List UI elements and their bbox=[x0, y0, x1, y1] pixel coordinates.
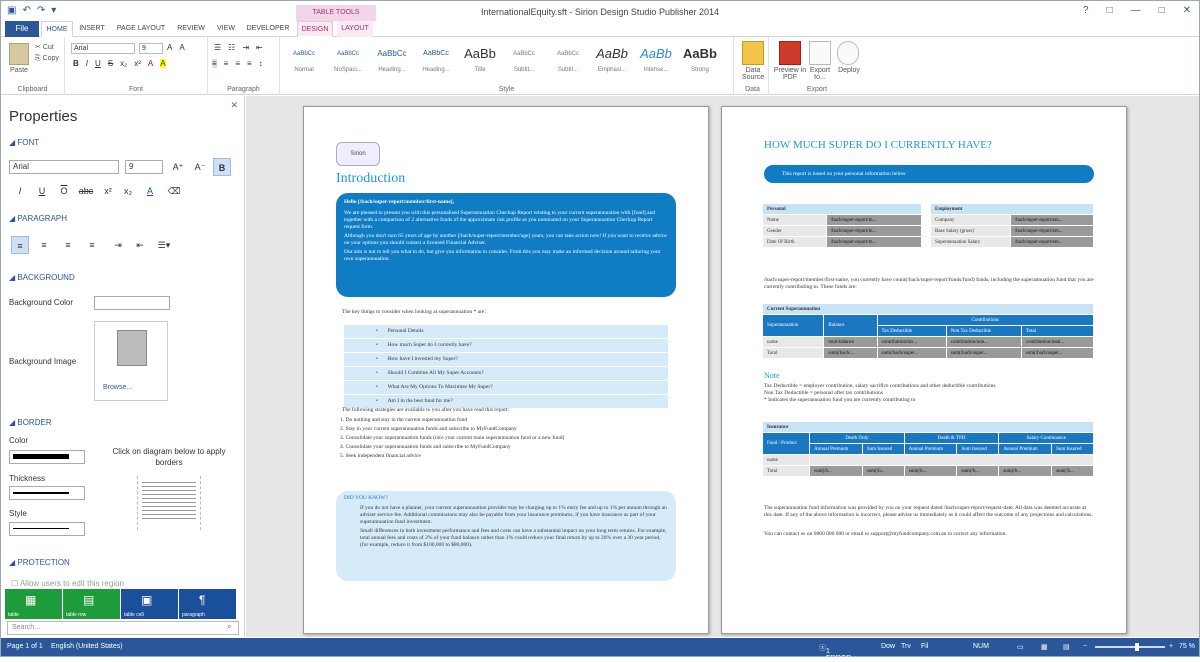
indent-icon[interactable]: ⇥ bbox=[242, 43, 250, 52]
table-icon: ▦ bbox=[25, 593, 37, 607]
table-cell: /bach/super-report/em... bbox=[1010, 237, 1093, 248]
table-cell: sum(/b... bbox=[1052, 466, 1094, 477]
strike-button[interactable]: S bbox=[107, 59, 114, 68]
tab-layout[interactable]: LAYOUT bbox=[337, 21, 373, 37]
style-name: Strong bbox=[691, 67, 709, 73]
tab-file[interactable]: File bbox=[5, 21, 39, 37]
table-header: Balance bbox=[824, 315, 877, 337]
table-header: Sum Insured bbox=[862, 444, 904, 455]
table-cell: Base Salary (gross) bbox=[931, 226, 1011, 237]
data-group bbox=[737, 37, 769, 95]
table-cell: Superannuation Salary bbox=[931, 237, 1011, 248]
table-cell: Name bbox=[763, 215, 827, 226]
super-heading[interactable]: HOW MUCH SUPER DO I CURRENTLY HAVE? bbox=[764, 139, 992, 151]
export-to-button[interactable]: Export to... bbox=[809, 67, 831, 81]
table-cell: Company bbox=[931, 215, 1011, 226]
line-spacing-icon[interactable]: ↕ bbox=[258, 59, 263, 68]
dyk-item-2: Small differences in both investment performance and fees and costs can have a substantial impact on your long term returns. For example, total annual fees and costs of 2% of your fund balance rather than 1% could reduce your final return by up to 20% over a 30 year period, (for example, reduce it from $100,000 to $80,000). bbox=[360, 528, 667, 548]
background-section-label: BACKGROUND bbox=[17, 273, 75, 282]
introduction-heading[interactable]: Introduction bbox=[336, 171, 406, 186]
stencil-bar bbox=[5, 589, 241, 619]
style-sample: AaBb bbox=[683, 46, 717, 61]
save-icon[interactable]: ▣ bbox=[7, 5, 17, 16]
personal-table[interactable] bbox=[762, 203, 922, 248]
style-sample: AaBbCc bbox=[336, 51, 359, 57]
table-cell: /bach/super-report/em... bbox=[1010, 226, 1093, 237]
table-cell: sum(/bach/... bbox=[824, 348, 877, 359]
list-item: • How much Super do I currently have? bbox=[344, 339, 668, 352]
properties-panel bbox=[1, 96, 245, 637]
table-header: Contributions bbox=[877, 315, 1093, 326]
border-section-label: BORDER bbox=[17, 418, 52, 427]
font-label: Font bbox=[128, 86, 143, 93]
align-buttons bbox=[212, 59, 263, 68]
style-swatch bbox=[13, 528, 69, 529]
style-sample: AaBbCc bbox=[512, 51, 535, 57]
export-group bbox=[771, 37, 863, 95]
table-cell: sum(/b... bbox=[957, 466, 999, 477]
tab-view[interactable]: VIEW bbox=[217, 25, 235, 32]
current-super-title: Current Superannuation bbox=[763, 304, 1094, 315]
clipboard-label: Clipboard bbox=[17, 86, 48, 93]
style-name: Heading... bbox=[422, 67, 450, 73]
title-bar bbox=[1, 1, 1199, 21]
intro-para-3: Our aim is not to tell you what to do, but give you information to consider. From this you may make an informed decision around tailoring your own superannuation. bbox=[344, 249, 661, 262]
style-sample: AaBb bbox=[640, 46, 672, 61]
font-section-label: FONT bbox=[17, 138, 40, 147]
style-subtle[interactable] bbox=[548, 41, 588, 81]
stencil-table-row[interactable] bbox=[63, 589, 121, 619]
table-header: Death Only bbox=[810, 433, 905, 444]
grow-font-icon[interactable]: A bbox=[167, 43, 173, 52]
strategy-item: 3. Consolidate your superannuation funds (into your current main superannuation fund or a new fund) bbox=[340, 435, 565, 441]
stencil-table-cell[interactable] bbox=[121, 589, 179, 619]
style-label: Style bbox=[498, 86, 515, 93]
background-color-label: Background Color bbox=[9, 298, 74, 307]
background-color-select[interactable] bbox=[94, 296, 170, 310]
style-sample: AaBb bbox=[464, 46, 496, 61]
underline-button[interactable]: U bbox=[95, 59, 101, 68]
font-size-select[interactable]: 9 bbox=[125, 160, 163, 174]
preview-pdf-button[interactable]: Preview in PDF bbox=[773, 67, 807, 81]
table-cell: sum(/bach/super... bbox=[877, 348, 946, 359]
justify-icon[interactable]: ≡ bbox=[247, 59, 252, 68]
clipboard-group bbox=[1, 37, 65, 95]
outdent-icon[interactable]: ⇤ bbox=[256, 43, 263, 52]
customize-icon[interactable]: ▾ bbox=[51, 5, 57, 16]
style-name: Intense... bbox=[643, 67, 669, 73]
insurance-title: Insurance bbox=[763, 422, 1094, 433]
intro-blue-box[interactable] bbox=[336, 193, 676, 297]
style-emphasis[interactable] bbox=[592, 41, 632, 81]
style-nospacing[interactable] bbox=[328, 41, 368, 81]
stencil-label: table bbox=[8, 612, 19, 618]
paragraph-section-label: PARAGRAPH bbox=[17, 214, 68, 223]
table-cell: sum(/b... bbox=[999, 466, 1052, 477]
dow-indicator: Dow bbox=[881, 643, 896, 650]
list-item-text: What Are My Options To Maximise My Super? bbox=[387, 384, 493, 390]
style-sample: AaBbCc bbox=[377, 49, 407, 58]
table-header: Annual Premium bbox=[904, 444, 957, 455]
error-count: 1 ERROR bbox=[826, 648, 852, 662]
note-line: * Indicates the superannuation fund you are currently contributing to bbox=[764, 397, 916, 403]
table-cell: sum(/b... bbox=[904, 466, 957, 477]
table-cell: sum(/bach/super... bbox=[946, 348, 1021, 359]
italic-button[interactable]: I bbox=[85, 59, 89, 68]
personal-title: Personal bbox=[763, 204, 922, 215]
list-item: • Should I Combine All My Super Accounts? bbox=[344, 367, 668, 380]
italic-toggle[interactable]: I bbox=[18, 186, 22, 196]
key-things-text[interactable]: The key things to consider when looking at superannuation * are: bbox=[342, 309, 486, 315]
align-right-icon[interactable]: ≡ bbox=[235, 59, 241, 68]
table-cell: contribution/non... bbox=[946, 337, 1021, 348]
maximize-icon[interactable]: □ bbox=[1158, 5, 1165, 16]
print-layout-icon[interactable]: ▭ bbox=[1017, 644, 1024, 651]
font-color-picker[interactable]: A bbox=[146, 186, 153, 196]
list-item-text: How much Super do I currently have? bbox=[387, 342, 472, 348]
thickness-swatch bbox=[13, 492, 69, 494]
thickness-label: Thickness bbox=[9, 474, 46, 483]
table-tools-header: TABLE TOOLS bbox=[296, 5, 376, 21]
did-you-know-box[interactable] bbox=[336, 491, 676, 581]
list-item: • Personal Details bbox=[344, 325, 668, 338]
font-section-header[interactable]: ◢ FONT bbox=[9, 138, 40, 147]
style-subtitle[interactable] bbox=[504, 41, 544, 81]
style-sample: AaBbCc bbox=[292, 51, 315, 57]
shrink-font-icon[interactable]: A bbox=[179, 43, 185, 52]
footer-paragraph-1[interactable]: The superannuation fund information was provided by you on your request dated /bach/super-report/request-date. All data was deemed accurate at this date. If any of the above information is incorrect, please advise us immediately as it could affect the outcome of any projections and calculations. bbox=[764, 505, 1093, 518]
logo-text: Sirion bbox=[350, 151, 366, 157]
page-super-summary[interactable] bbox=[721, 106, 1127, 634]
language-indicator[interactable]: English (United States) bbox=[51, 643, 123, 650]
list-item: • Am I in the best fund for me? bbox=[344, 395, 668, 408]
note-line: Tax Deductible = employer contribution, salary sacrifice contributions and other deductible contributions bbox=[764, 383, 996, 389]
strategy-item: 1. Do nothing and stay in the current superannuation fund bbox=[340, 417, 468, 423]
style-group bbox=[280, 37, 734, 95]
table-header: Tax Deductible bbox=[877, 326, 946, 337]
status-bar bbox=[1, 638, 1199, 662]
underline-toggle[interactable]: U bbox=[38, 186, 46, 196]
style-heading2[interactable] bbox=[416, 41, 456, 81]
border-color-label: Color bbox=[9, 436, 29, 445]
border-diagram-lines bbox=[142, 482, 196, 522]
para-align-right-icon[interactable]: ≡ bbox=[65, 240, 71, 250]
window-title: InternationalEquity.sft - Sirion Design Studio Publisher 2014 bbox=[481, 7, 719, 17]
style-name: Heading... bbox=[378, 67, 406, 73]
background-image-label: Background Image bbox=[9, 357, 77, 366]
dyk-item-1: If you do not have a planner, your current superannuation provider may be charging up to 1% entry fee and up to 1% per annum through an adviser service fee. Additional commissions may also be payable from your insurance premiums, if you have insurance as part of your superannuation fund investment. bbox=[360, 505, 667, 525]
style-strong[interactable] bbox=[680, 41, 720, 81]
paste-icon[interactable] bbox=[9, 43, 29, 65]
numbering-icon[interactable]: ☷ bbox=[228, 43, 236, 52]
list-item: • How have I invested my Super? bbox=[344, 353, 668, 366]
table-cell: sum(/b... bbox=[862, 466, 904, 477]
ribbon-display-icon[interactable]: □ bbox=[1106, 5, 1113, 16]
stencil-label: table row bbox=[66, 612, 87, 618]
color-swatch bbox=[13, 454, 69, 459]
superscript-button[interactable]: x² bbox=[134, 59, 141, 68]
zoom-thumb[interactable] bbox=[1135, 643, 1139, 651]
page-introduction[interactable] bbox=[303, 106, 709, 634]
tab-review[interactable]: REVIEW bbox=[177, 25, 205, 32]
strategies-intro[interactable]: The following strategies are available to you after you have read this report: bbox=[342, 407, 510, 413]
style-intense[interactable] bbox=[636, 41, 676, 81]
table-header: Total bbox=[1021, 326, 1093, 337]
copy-button[interactable]: ⎘ Copy bbox=[35, 55, 59, 62]
para-align-center-icon[interactable]: ≡ bbox=[41, 240, 47, 250]
personal-info-pill[interactable]: This report is based on your personal information below bbox=[764, 165, 1094, 183]
table-cell: Total bbox=[763, 466, 810, 477]
export-icon[interactable] bbox=[809, 41, 831, 65]
intro-para-1: We are pleased to present you with this personalised Superannuation Checkup Report relating to your current superannuation with [fund] and together with a comparison of 2 alternative funds of the approximate risk profile as you nominated on your Superannuation Checkup Report request form. bbox=[344, 210, 655, 230]
help-icon[interactable]: ? bbox=[1082, 5, 1089, 16]
stencil-table[interactable] bbox=[5, 589, 63, 619]
overline-toggle[interactable]: $\overline{O}$ bbox=[60, 186, 68, 196]
para-indent-icon[interactable]: ⇥ bbox=[114, 240, 122, 250]
close-panel-icon[interactable]: ✕ bbox=[230, 100, 238, 110]
style-sample: AaBb bbox=[596, 46, 628, 61]
protection-section-header[interactable]: ◢ PROTECTION bbox=[9, 558, 70, 567]
list-item-text: How have I invested my Super? bbox=[387, 356, 458, 362]
diagram-hint: Click on diagram below to apply borders bbox=[112, 447, 226, 467]
table-cell: sum(/b... bbox=[810, 466, 863, 477]
grow-font-button[interactable]: A⁺ bbox=[172, 162, 184, 172]
shrink-font-button[interactable]: A⁻ bbox=[194, 162, 206, 172]
paragraph-label: Paragraph bbox=[227, 86, 260, 93]
table-header: Salary Continuance bbox=[999, 433, 1094, 444]
para-align-left-icon[interactable]: ≡ bbox=[11, 236, 29, 254]
style-name: NoSpaci... bbox=[334, 67, 362, 73]
deploy-icon[interactable] bbox=[837, 41, 859, 65]
zoom-slider[interactable] bbox=[1095, 646, 1165, 648]
list-item: • What Are My Options To Maximise My Super? bbox=[344, 381, 668, 394]
table-header: Non Tax Deductible bbox=[946, 326, 1021, 337]
undo-icon[interactable]: ↶ bbox=[22, 5, 31, 16]
table-cell-icon: ▣ bbox=[141, 593, 153, 607]
zoom-level[interactable]: 75 % bbox=[1179, 643, 1195, 650]
search-icon[interactable]: ⌕ bbox=[227, 622, 232, 631]
zoom-in-icon[interactable]: + bbox=[1169, 643, 1174, 650]
border-diagram[interactable] bbox=[137, 476, 201, 530]
table-cell: sum(/bach/super... bbox=[1021, 348, 1093, 359]
strategies-list[interactable] bbox=[340, 416, 674, 461]
design-canvas[interactable] bbox=[246, 96, 1199, 637]
table-header: Annual Premium bbox=[999, 444, 1052, 455]
deploy-button[interactable]: Deploy bbox=[838, 67, 860, 74]
properties-title: Properties bbox=[9, 108, 78, 125]
list-item-text: Should I Combine All My Super Accounts? bbox=[387, 370, 484, 376]
style-title[interactable] bbox=[460, 41, 500, 81]
footer-paragraph-2[interactable]: You can contact us on 0800 000 000 or email to support@myfundcompany.com.au to correct any information. bbox=[764, 531, 1007, 537]
pdf-icon[interactable] bbox=[779, 41, 801, 65]
style-name: Subtit... bbox=[557, 67, 579, 73]
style-name: Normal bbox=[294, 67, 314, 73]
ribbon-font-name[interactable]: Arial bbox=[71, 43, 135, 54]
list-item-text: Personal Details bbox=[387, 328, 424, 334]
protection-section-label: PROTECTION bbox=[17, 558, 70, 567]
error-indicator[interactable]: ⓧ 1 ERROR bbox=[819, 645, 852, 662]
table-cell: /bach/super-report/m... bbox=[826, 226, 921, 237]
copy-label: Copy bbox=[42, 55, 59, 62]
ribbon-font-size[interactable]: 9 bbox=[139, 43, 163, 54]
align-left-icon[interactable]: ≡ bbox=[212, 59, 217, 68]
table-header: Sum Insured bbox=[957, 444, 999, 455]
table-cell: /bach/super-report/em... bbox=[1010, 215, 1093, 226]
style-normal[interactable] bbox=[284, 41, 324, 81]
paragraph-icon: ¶ bbox=[199, 593, 206, 607]
stencil-paragraph[interactable] bbox=[179, 589, 237, 619]
contents-list[interactable] bbox=[344, 325, 668, 409]
table-header: Death & TPD bbox=[904, 433, 999, 444]
tab-insert[interactable]: INSERT bbox=[79, 25, 105, 32]
paragraph-section-header[interactable]: ◢ PARAGRAPH bbox=[9, 214, 68, 223]
table-row-icon: ▤ bbox=[83, 593, 95, 607]
protection-checkbox[interactable]: ☐ Allow users to edit this region bbox=[11, 579, 125, 588]
table-cell: contribution/tax... bbox=[877, 337, 946, 348]
page-indicator[interactable]: Page 1 of 1 bbox=[7, 643, 43, 650]
font-color-button[interactable]: A bbox=[147, 59, 154, 68]
font-format-row bbox=[73, 59, 166, 68]
table-cell: contribution/total... bbox=[1021, 337, 1093, 348]
paste-button[interactable]: Paste bbox=[10, 67, 28, 74]
export-label: Export bbox=[806, 86, 828, 93]
table-header: Annual Premium bbox=[810, 444, 863, 455]
list-buttons bbox=[214, 43, 263, 52]
employment-title: Employment bbox=[931, 204, 1094, 215]
stencil-search-input[interactable]: Search... bbox=[7, 621, 239, 635]
stencil-label: paragraph bbox=[182, 612, 205, 618]
funds-intro-text[interactable]: /bach/super-report/member/first-name, you currently have count(/bach/super-report/funds/fund) funds, including the superannuation fund that you are currently contributing to. These funds are: bbox=[764, 277, 1094, 290]
subscript-button[interactable]: x₂ bbox=[120, 59, 128, 68]
border-style-select[interactable] bbox=[9, 522, 85, 536]
list-item-text: Am I in the best fund for me? bbox=[387, 398, 453, 404]
bold-toggle[interactable]: B bbox=[213, 158, 231, 176]
font-grow-shrink bbox=[167, 43, 185, 52]
tab-developer[interactable]: DEVELOPER bbox=[246, 25, 290, 32]
cut-button[interactable]: ✂ Cut bbox=[35, 44, 54, 51]
image-placeholder-icon bbox=[117, 330, 147, 366]
bullets-icon[interactable]: ☰ bbox=[214, 43, 222, 52]
style-sample: AaBbCc bbox=[423, 50, 449, 57]
table-cell: /bach/super-report/m... bbox=[826, 215, 921, 226]
read-mode-icon[interactable]: ▤ bbox=[1063, 644, 1070, 651]
num-indicator: NUM bbox=[973, 643, 989, 650]
background-section-header[interactable]: ◢ BACKGROUND bbox=[9, 273, 75, 282]
note-line: Non Tax Deductible = personal after tax contributions bbox=[764, 390, 883, 396]
tab-page-layout[interactable]: PAGE LAYOUT bbox=[116, 25, 166, 32]
background-image-picker[interactable] bbox=[94, 321, 168, 401]
strike-toggle[interactable]: abc bbox=[78, 186, 94, 196]
current-super-table[interactable] bbox=[762, 303, 1094, 359]
border-section-header[interactable]: ◢ BORDER bbox=[9, 418, 52, 427]
para-justify-icon[interactable]: ≡ bbox=[89, 240, 95, 250]
ribbon bbox=[1, 37, 1199, 95]
table-cell: /bach/super-report/m... bbox=[826, 237, 921, 248]
table-cell: total-balance bbox=[824, 337, 877, 348]
employment-table[interactable] bbox=[930, 203, 1094, 248]
notes[interactable] bbox=[764, 383, 1094, 404]
window-controls bbox=[1083, 5, 1191, 16]
para-list-icon[interactable]: ☰▾ bbox=[157, 240, 171, 250]
table-cell: Total bbox=[763, 348, 824, 359]
intro-para-2: Although you don't turn 65 years of age by another [/bach/super-report/member/age] years, you can take action now! If you want to receive advice on your options you should contact a licensed Financial Adviser. bbox=[344, 233, 667, 246]
tab-design[interactable]: DESIGN bbox=[297, 21, 333, 37]
protection-check-label: Allow users to edit this region bbox=[19, 579, 125, 588]
insurance-table[interactable] bbox=[762, 421, 1094, 477]
style-name: Subtit... bbox=[513, 67, 535, 73]
style-sample: AaBbCc bbox=[556, 51, 579, 57]
data-source-icon[interactable] bbox=[742, 41, 764, 65]
style-name: Title bbox=[474, 67, 486, 73]
style-name: Emphasi... bbox=[597, 67, 627, 73]
table-cell bbox=[810, 455, 1094, 466]
table-cell: name bbox=[763, 337, 824, 348]
dyk-title: DID YOU KNOW? bbox=[344, 495, 388, 501]
tab-home[interactable]: HOME bbox=[41, 21, 73, 37]
close-icon[interactable]: ✕ bbox=[1182, 5, 1191, 16]
data-source-button[interactable]: Data Source bbox=[741, 67, 765, 81]
note-title[interactable]: Note bbox=[764, 371, 780, 380]
strategy-item: 2. Stay in your current superannuation funds and subscribe to MyFundCompany bbox=[340, 426, 517, 432]
strategy-item: 5. Seek independent financial advice bbox=[340, 453, 421, 459]
redo-icon[interactable]: ↷ bbox=[36, 5, 46, 16]
style-label: Style bbox=[9, 509, 27, 518]
eraser-icon[interactable]: ⌫ bbox=[167, 186, 181, 196]
ribbon-tabs bbox=[1, 21, 1199, 37]
greeting-text: Hello [/bach/super-report/member/first-name], bbox=[344, 199, 454, 205]
paragraph-group bbox=[208, 37, 280, 95]
table-header: Sum Insured bbox=[1052, 444, 1094, 455]
thickness-select[interactable] bbox=[9, 486, 85, 500]
cut-label: Cut bbox=[42, 44, 54, 51]
table-cell: name bbox=[763, 455, 810, 466]
align-center-icon[interactable]: ≡ bbox=[223, 59, 229, 68]
superscript-toggle[interactable]: x² bbox=[104, 186, 112, 196]
border-color-select[interactable] bbox=[9, 450, 85, 464]
table-header: Fund / Product bbox=[763, 433, 810, 455]
table-cell: Date Of Birth bbox=[763, 237, 827, 248]
minimize-icon[interactable]: — bbox=[1130, 5, 1141, 16]
company-logo bbox=[336, 142, 380, 166]
style-heading1[interactable] bbox=[372, 41, 412, 81]
zoom-out-icon[interactable]: − bbox=[1083, 643, 1088, 650]
font-name-select[interactable]: Arial bbox=[9, 160, 119, 174]
trv-indicator: Trv bbox=[901, 643, 911, 650]
stencil-label: table cell bbox=[124, 612, 144, 618]
browse-link[interactable]: Browse... bbox=[103, 384, 133, 391]
para-outdent-icon[interactable]: ⇤ bbox=[136, 240, 144, 250]
highlight-button[interactable]: A bbox=[160, 59, 166, 68]
strategy-item: 4. Consolidate your superannuation funds and subscribe to MyFundCompany bbox=[340, 444, 511, 450]
table-header: Superannuation bbox=[763, 315, 824, 337]
font-group bbox=[65, 37, 208, 95]
table-cell: Gender bbox=[763, 226, 827, 237]
data-label: Data bbox=[745, 86, 760, 93]
web-layout-icon[interactable]: ▦ bbox=[1041, 644, 1048, 651]
bold-button[interactable]: B bbox=[73, 59, 79, 68]
fil-indicator: Fil bbox=[921, 643, 929, 650]
subscript-toggle[interactable]: x₂ bbox=[124, 186, 132, 196]
